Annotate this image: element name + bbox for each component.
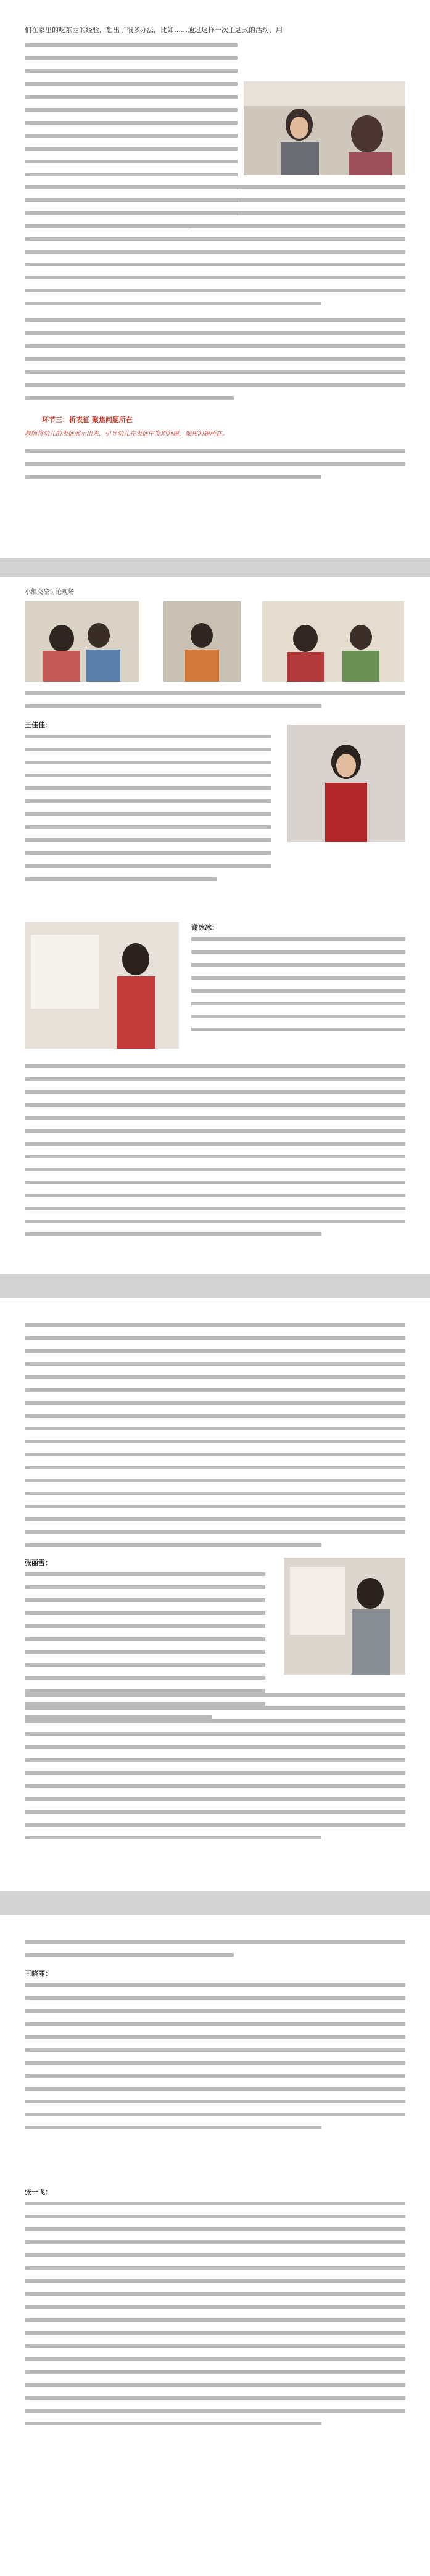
page-4-text-bottom	[25, 2202, 405, 2435]
page-4-text-top	[25, 1940, 405, 1966]
page-4-text-middle	[25, 1983, 405, 2139]
page-2-text-left	[25, 735, 271, 890]
photo-caption: 小组交流讨论现场	[25, 589, 74, 596]
speaker-4: 王晓丽：	[25, 1970, 52, 1978]
section-note: 教师将幼儿的表征展示出来，引导幼儿在表征中发现问题，聚焦问题所在。	[25, 431, 228, 437]
page-1-text-full	[25, 185, 405, 409]
document-page-3	[0, 1298, 430, 1891]
page-3-photo-speaker	[284, 1558, 405, 1675]
page-1-intro-line: 们在家里的吃东西的经验，想出了很多办法，比如……通过这样一次主题式的活动，用	[25, 26, 283, 34]
page-2-text-top	[25, 691, 405, 717]
document-page-1	[0, 0, 430, 558]
page-2-photo-3	[262, 601, 404, 682]
page-2-text-right	[191, 937, 405, 1041]
page-3-text-bottom	[25, 1693, 405, 1849]
speaker-1: 王佳佳：	[25, 721, 52, 729]
document-page-2	[0, 577, 430, 1274]
page-2-photo-speaker-2	[25, 922, 179, 1049]
speaker-3: 张丽雪：	[25, 1559, 52, 1567]
document-page-4	[0, 1915, 430, 2576]
page-1-photo-teacher	[244, 81, 405, 175]
section-heading: 环节三：析表征 聚焦问题所在	[42, 416, 133, 424]
speaker-2: 谢冰冰：	[191, 923, 218, 931]
page-1-body	[25, 23, 405, 36]
page-1-text-bottom	[25, 449, 405, 488]
speaker-5: 张一飞：	[25, 2188, 52, 2196]
page-3-text-top	[25, 1323, 405, 1556]
page-2-photo-1	[25, 601, 139, 682]
page-2-photo-2	[163, 601, 241, 682]
page-2-text-bottom	[25, 1064, 405, 1245]
page-2-photo-speaker-1	[287, 725, 405, 842]
